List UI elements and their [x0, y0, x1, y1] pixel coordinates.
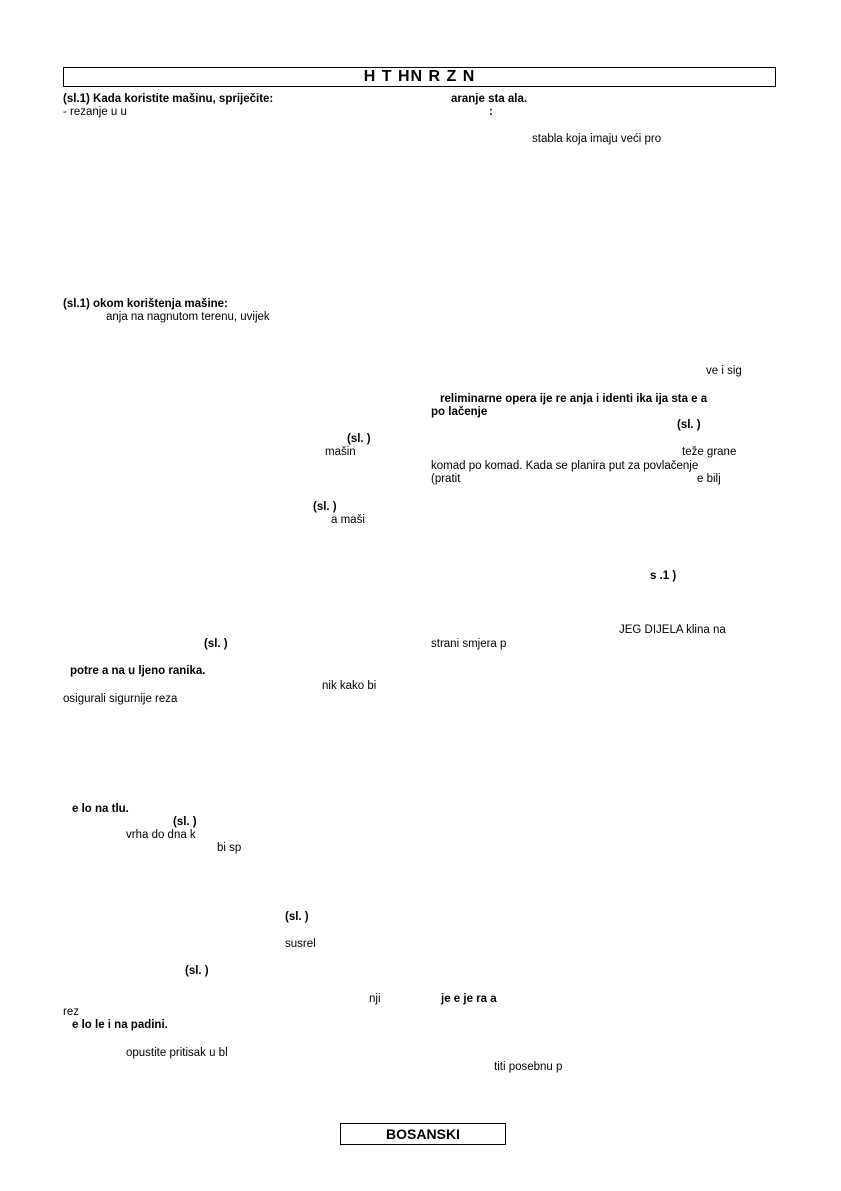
left-ref-6: (sl. )	[185, 965, 209, 977]
left-ref-3: (sl. )	[204, 638, 228, 650]
footer-language-label: BOSANSKI	[386, 1126, 460, 1142]
left-text-5: nik kako bi	[322, 680, 377, 692]
right-text-3: ve i sig	[706, 365, 742, 377]
header-box	[63, 67, 776, 87]
left-text-6: osigurali sigurnije reza	[63, 693, 178, 705]
right-text-1: :	[489, 106, 493, 118]
left-text-11: rez	[63, 1006, 79, 1018]
left-text-3: mašin	[325, 446, 356, 458]
right-text-6: (pratit	[431, 473, 461, 485]
left-heading-4: e lo na tlu.	[72, 803, 129, 815]
left-text-1: - rezanje u u	[63, 106, 127, 118]
left-text-7: vrha do dna k	[126, 829, 196, 841]
right-heading-2: reliminarne opera ije re anja i identi ika ija sta e a	[440, 393, 708, 405]
left-heading-2: (sl.1) okom korištenja mašine:	[63, 298, 228, 310]
left-text-12: opustite pritisak u bl	[126, 1047, 228, 1059]
left-text-8: bi sp	[217, 842, 242, 854]
right-text-10: titi posebnu p	[494, 1061, 563, 1073]
footer-box	[340, 1123, 506, 1145]
right-heading-1: aranje sta ala.	[451, 93, 528, 105]
left-heading-1: (sl.1) Kada koristite mašinu, spriječite:	[63, 93, 274, 105]
right-heading-2b: po lačenje	[431, 406, 488, 418]
left-ref-2: (sl. )	[313, 501, 337, 513]
left-text-2: anja na nagnutom terenu, uvijek	[106, 311, 270, 323]
right-ref-2: s .1 )	[650, 570, 677, 582]
right-heading-3: je e je ra a	[441, 993, 497, 1005]
left-ref-4: (sl. )	[173, 816, 197, 828]
left-ref-5: (sl. )	[285, 911, 309, 923]
left-text-9: susrel	[285, 938, 316, 950]
left-ref-1: (sl. )	[347, 433, 371, 445]
right-text-2: stabla koja imaju veći pro	[532, 133, 662, 145]
right-text-5: komad po komad. Kada se planira put za povlačenje	[431, 460, 699, 472]
left-heading-3: potre a na u ljeno ranika.	[70, 665, 206, 677]
left-text-4: a maši	[331, 514, 365, 526]
left-text-10: nji	[369, 993, 381, 1005]
page-title: H T HN R Z N	[363, 68, 476, 85]
right-text-7: e bilj	[697, 473, 721, 485]
right-text-8: JEG DIJELA klina na	[619, 624, 726, 636]
right-text-9: strani smjera p	[431, 638, 507, 650]
right-ref-1: (sl. )	[677, 419, 701, 431]
left-heading-5: e lo le i na padini.	[72, 1019, 168, 1031]
right-text-4: teže grane	[682, 446, 737, 458]
